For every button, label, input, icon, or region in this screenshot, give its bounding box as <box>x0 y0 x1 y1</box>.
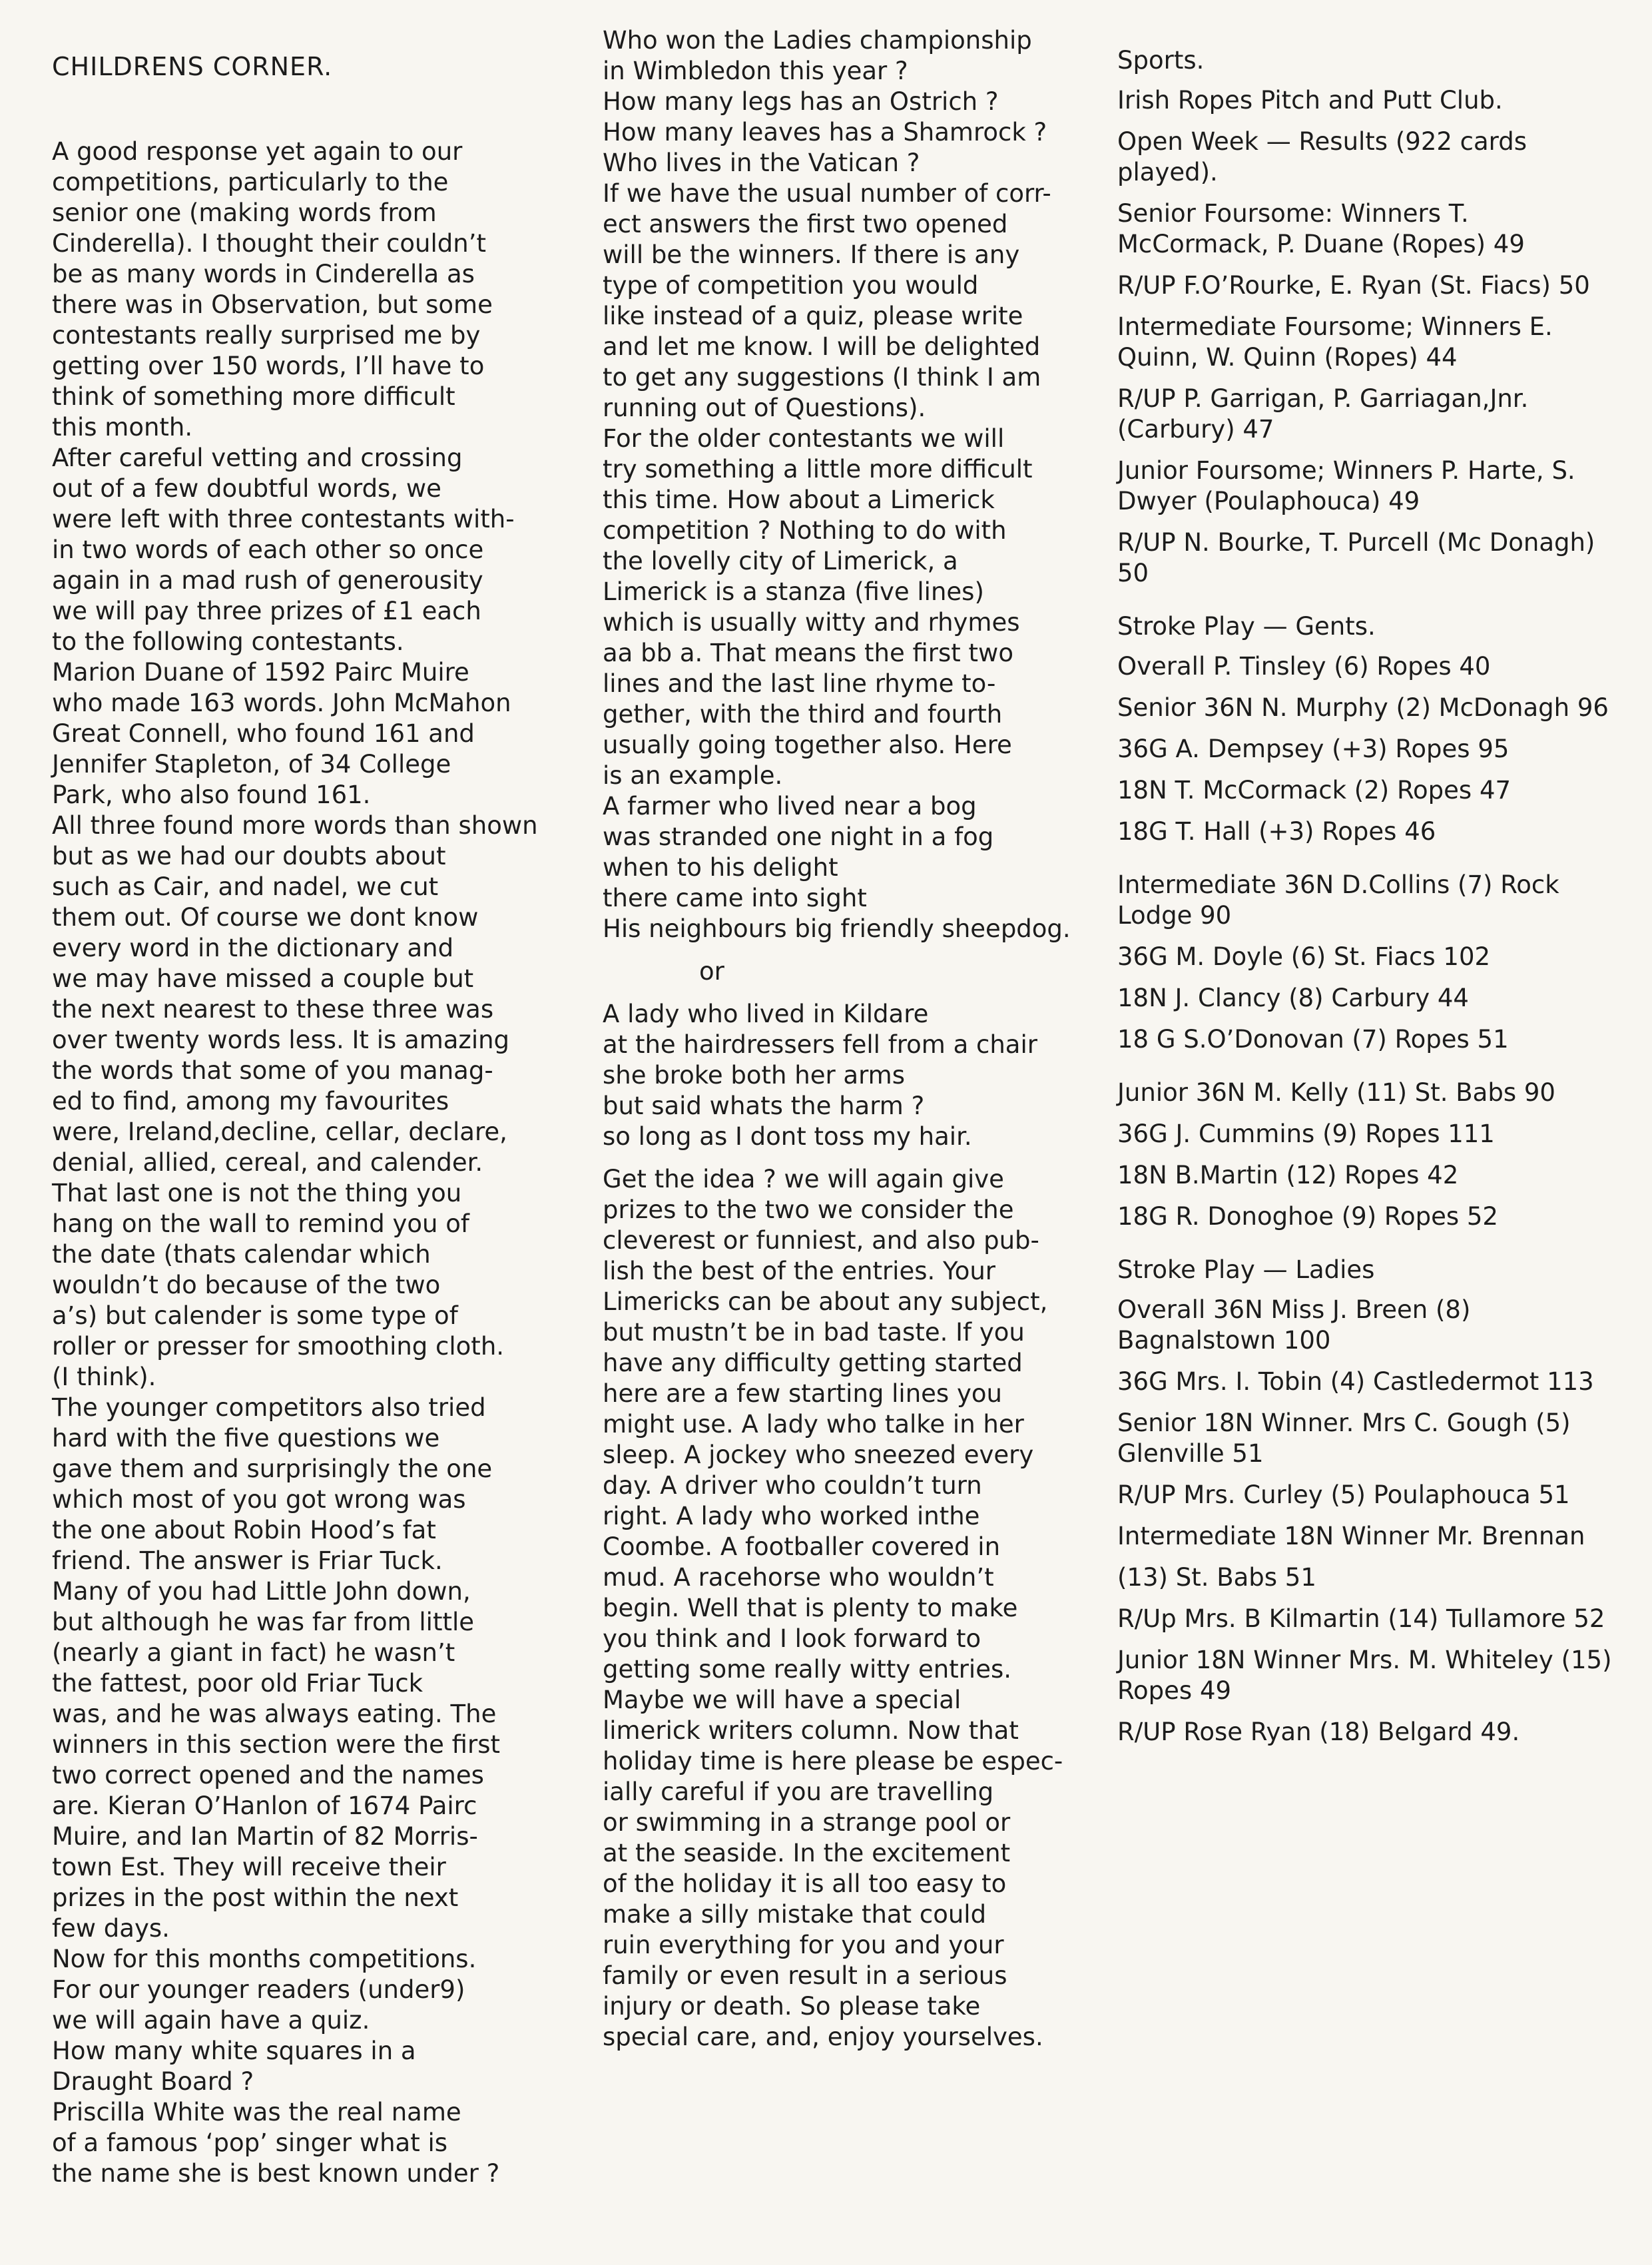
text-line: Maybe we will have a special <box>603 1686 962 1714</box>
text-line: ect answers the first two opened <box>603 210 1008 238</box>
text-line: here are a few starting lines you <box>603 1379 1002 1408</box>
text-line: might use. A lady who talke in her <box>603 1410 1024 1439</box>
text-line: lines and the last line rhyme to- <box>603 669 996 698</box>
text-line: friend. The answer is Friar Tuck. <box>52 1546 443 1575</box>
text-line: gether, with the third and fourth <box>603 700 1003 729</box>
text-line: you think and I look forward to <box>603 1624 981 1653</box>
ladies-heading: Stroke Play — Ladies <box>1117 1255 1375 1284</box>
text-line: town Est. They will receive their <box>52 1853 446 1881</box>
club-name: Irish Ropes Pitch and Putt Club. <box>1117 86 1503 115</box>
text-line: injury or death. So please take <box>603 1992 981 2021</box>
text-line: That last one is not the thing you <box>52 1179 462 1207</box>
text-line: try something a little more difficult <box>603 455 1033 484</box>
text-line: His neighbours big friendly sheepdog. <box>603 914 1071 943</box>
result-entry: 18 G S.O’Donovan (7) Ropes 51 <box>1117 1025 1509 1054</box>
text-line: this month. <box>52 413 193 442</box>
result-entry: Junior 18N Winner Mrs. M. Whiteley (15) Ropes 49 <box>1117 1646 1612 1705</box>
result-entry: 18N B.Martin (12) Ropes 42 <box>1117 1161 1459 1189</box>
text-line: competitions, particularly to the <box>52 168 449 196</box>
text-line: two correct opened and the names <box>52 1761 484 1789</box>
text-line: The younger competitors also tried <box>52 1393 486 1422</box>
text-line: ed to find, among my favourites <box>52 1087 449 1116</box>
result-entry: Senior 36N N. Murphy (2) McDonagh 96 <box>1117 693 1609 722</box>
text-line: hard with the five questions we <box>52 1424 440 1453</box>
text-line: prizes in the post within the next <box>52 1883 459 1912</box>
text-line: out of a few doubtful words, we <box>52 474 441 503</box>
text-line: think of something more difficult <box>52 382 455 411</box>
text-line: ruin everything for you and your <box>603 1931 1004 1959</box>
text-line: every word in the dictionary and <box>52 934 454 962</box>
text-line: How many leaves has a Shamrock ? <box>603 118 1047 147</box>
text-line: there came into sight <box>603 884 867 912</box>
text-line: the lovelly city of Limerick, a <box>603 547 958 575</box>
text-line: to get any suggestions (I think I am <box>603 363 1041 392</box>
result-entry: R/UP Mrs. Curley (5) Poulaphouca 51 <box>1117 1480 1570 1509</box>
text-line: such as Cair, and nadel, we cut <box>52 872 439 901</box>
text-line: Jennifer Stapleton, of 34 College <box>52 750 451 779</box>
text-line: A good response yet again to our <box>52 137 463 166</box>
text-line: we will pay three prizes of £1 each <box>52 597 481 625</box>
page-title: CHILDRENS CORNER. <box>52 52 333 81</box>
text-line: hang on the wall to remind you of <box>52 1209 469 1238</box>
text-line: like instead of a quiz, please write <box>603 302 1023 330</box>
text-line: again in a mad rush of generousity <box>52 566 483 595</box>
text-line: Priscilla White was the real name <box>52 2098 461 2126</box>
limerick-example-2 <box>603 999 1109 1152</box>
result-entry: Intermediate Foursome; Winners E. Quinn, W. Quinn (Ropes) 44 <box>1117 312 1553 372</box>
text-line: senior one (making words from <box>52 198 437 227</box>
text-line: How many white squares in a <box>52 2037 416 2065</box>
text-line: Muire, and Ian Martin of 82 Morris- <box>52 1822 478 1851</box>
poem-line: she broke both her arms <box>603 1061 905 1090</box>
text-line: day. A driver who couldn’t turn <box>603 1471 982 1500</box>
column-childrens-corner <box>52 137 605 2189</box>
text-line: we will again have a quiz. <box>52 2006 370 2035</box>
result-entry: Overall 36N Miss J. Breen (8) Bagnalstown 100 <box>1117 1295 1471 1355</box>
result-entry: 18G R. Donoghoe (9) Ropes 52 <box>1117 1202 1498 1231</box>
text-line: Great Connell, who found 161 and <box>52 719 475 748</box>
text-line: roller or presser for smoothing cloth. <box>52 1332 505 1361</box>
text-line: getting some really witty entries. <box>603 1655 1012 1684</box>
result-entry: Junior Foursome; Winners P. Harte, S. Dwyer (Poulaphouca) 49 <box>1117 456 1575 515</box>
text-line: but mustn’t be in bad taste. If you <box>603 1318 1025 1347</box>
text-line: the next nearest to these three was <box>52 995 494 1024</box>
sports-heading: Sports. <box>1117 46 1205 75</box>
text-line: was, and he was always eating. The <box>52 1700 497 1728</box>
text-line: Now for this months competitions. <box>52 1945 477 1973</box>
foursome-results <box>1117 198 1623 589</box>
column1-text <box>52 137 605 2189</box>
result-entry: R/UP Rose Ryan (18) Belgard 49. <box>1117 1718 1520 1746</box>
text-line: denial, allied, cereal, and calender. <box>52 1148 483 1177</box>
text-line: we may have missed a couple but <box>52 964 474 993</box>
text-line: right. A lady who worked inthe <box>603 1502 980 1530</box>
text-line: will be the winners. If there is any <box>603 240 1020 269</box>
text-line: lish the best of the entries. Your <box>603 1257 995 1285</box>
column2-rest-text <box>603 1164 1109 2053</box>
text-line: is an example. <box>603 761 783 790</box>
text-line: over twenty words less. It is amazing <box>52 1026 510 1054</box>
text-line: getting over 150 words, I’ll have to <box>52 352 485 380</box>
text-line: Cinderella). I thought their couldn’t <box>52 229 486 258</box>
text-line: Coombe. A footballer covered in <box>603 1532 1001 1561</box>
result-entry: Junior 36N M. Kelly (11) St. Babs 90 <box>1117 1078 1555 1107</box>
text-line: holiday time is here please be espec- <box>603 1747 1063 1776</box>
text-line: in two words of each other so once <box>52 535 484 564</box>
text-line: prizes to the two we consider the <box>603 1195 1014 1224</box>
result-entry: 18N J. Clancy (8) Carbury 44 <box>1117 984 1469 1012</box>
result-entry: Intermediate 18N Winner Mr. Brennan <box>1117 1522 1585 1550</box>
text-line: For the older contestants we will <box>603 424 1005 453</box>
text-line: in Wimbledon this year ? <box>603 57 908 85</box>
column-sports-results <box>1117 45 1623 1758</box>
text-line: the name she is best known under ? <box>52 2159 500 2188</box>
text-line: special care, and, enjoy yourselves. <box>603 2023 1043 2051</box>
text-line: at the seaside. In the excitement <box>603 1839 1011 1867</box>
text-line: mud. A racehorse who wouldn’t <box>603 1563 994 1592</box>
result-entry: 18N T. McCormack (2) Ropes 47 <box>1117 776 1512 805</box>
text-line: Many of you had Little John down, <box>52 1577 471 1606</box>
text-line: If we have the usual number of corr- <box>603 179 1051 208</box>
text-line: Limericks can be about any subject, <box>603 1287 1048 1316</box>
result-entry: 36G Mrs. I. Tobin (4) Castledermot 113 <box>1117 1367 1594 1396</box>
text-line: winners in this section were the first <box>52 1730 500 1759</box>
ladies-results <box>1117 1295 1623 1748</box>
text-line: of a famous ‘pop’ singer what is <box>52 2128 448 2157</box>
text-line: cleverest or funniest, and also pub- <box>603 1226 1039 1255</box>
text-line: ially careful if you are travelling <box>603 1778 994 1806</box>
text-line: which is usually witty and rhymes <box>603 608 1020 637</box>
result-entry: 36G J. Cummins (9) Ropes 111 <box>1117 1120 1495 1148</box>
text-line: competition ? Nothing to do with <box>603 516 1007 545</box>
text-line: running out of Questions). <box>603 394 926 422</box>
text-line: there was in Observation, but some <box>52 290 493 319</box>
text-line: this time. How about a Limerick <box>603 485 995 514</box>
text-line: be as many words in Cinderella as <box>52 260 475 288</box>
result-entry: Senior Foursome: Winners T. McCormack, P. Duane (Ropes) 49 <box>1117 199 1525 258</box>
result-entry: Intermediate 36N D.Collins (7) Rock Lodge 90 <box>1117 870 1559 930</box>
text-line: and let me know. I will be delighted <box>603 332 1041 361</box>
text-line: are. Kieran O’Hanlon of 1674 Pairc <box>52 1791 477 1820</box>
text-line: were, Ireland,decline, cellar, declare, <box>52 1118 507 1146</box>
text-line: Get the idea ? we will again give <box>603 1165 1004 1193</box>
poem-line: so long as I dont toss my hair. <box>603 1122 972 1151</box>
column2-text <box>603 25 1109 944</box>
text-line: them out. Of course we dont know <box>52 903 479 932</box>
text-line: Marion Duane of 1592 Pairc Muire <box>52 658 469 687</box>
text-line: All three found more words than shown <box>52 811 538 840</box>
result-entry: R/UP F.O’Rourke, E. Ryan (St. Fiacs) 50 <box>1117 271 1590 300</box>
or-separator: or <box>699 957 724 986</box>
text-line: was stranded one night in a fog <box>603 822 994 851</box>
gents-heading: Stroke Play — Gents. <box>1117 612 1376 641</box>
text-line: gave them and surprisingly the one <box>52 1455 493 1483</box>
text-line: were left with three contestants with- <box>52 505 515 533</box>
text-line: usually going together also. Here <box>603 731 1012 759</box>
result-entry: R/UP P. Garrigan, P. Garriagan,Jnr. (Carbury) 47 <box>1117 384 1529 444</box>
text-line: (nearly a giant in fact) he wasn’t <box>52 1638 455 1667</box>
text-line: For our younger readers (under9) <box>52 1975 465 2004</box>
text-line: have any difficulty getting started <box>603 1349 1023 1377</box>
text-line: but as we had our doubts about <box>52 842 446 870</box>
text-line: the one about Robin Hood’s fat <box>52 1516 436 1544</box>
gents-overall-senior-results <box>1117 651 1623 847</box>
text-line: a’s) but calender is some type of <box>52 1301 458 1330</box>
text-line: when to his delight <box>603 853 838 882</box>
text-line: who made 163 words. John McMahon <box>52 689 511 717</box>
text-line: begin. Well that is plenty to make <box>603 1594 1018 1622</box>
text-line: few days. <box>52 1914 170 1943</box>
text-line: contestants really surprised me by <box>52 321 481 350</box>
text-line: type of competition you would <box>603 271 979 300</box>
poem-line: at the hairdressers fell from a chair <box>603 1030 1037 1059</box>
text-line: of the holiday it is all too easy to <box>603 1869 1007 1898</box>
result-entry: R/UP N. Bourke, T. Purcell (Mc Donagh) 50 <box>1117 528 1595 587</box>
text-line: Draught Board ? <box>52 2067 254 2096</box>
text-line: Who won the Ladies championship <box>603 26 1032 55</box>
open-week-results: Open Week — Results (922 cards played). <box>1117 127 1527 186</box>
text-line: family or even result in a serious <box>603 1961 1007 1990</box>
text-line: the fattest, poor old Friar Tuck <box>52 1669 423 1698</box>
column-quiz-limericks <box>603 25 1109 2053</box>
text-line: A farmer who lived near a bog <box>603 792 977 820</box>
result-entry: Senior 18N Winner. Mrs C. Gough (5) Glenville 51 <box>1117 1409 1571 1468</box>
text-line: the date (thats calendar which <box>52 1240 431 1269</box>
text-line: aa bb a. That means the first two <box>603 639 1013 667</box>
text-line: limerick writers column. Now that <box>603 1716 1019 1745</box>
text-line: make a silly mistake that could <box>603 1900 987 1929</box>
text-line: or swimming in a strange pool or <box>603 1808 1011 1837</box>
gents-intermediate-results <box>1117 870 1623 1055</box>
result-entry: 36G A. Dempsey (+3) Ropes 95 <box>1117 735 1510 763</box>
text-line: Limerick is a stanza (five lines) <box>603 577 984 606</box>
text-line: the words that some of you manag- <box>52 1056 493 1085</box>
text-line: Park, who also found 161. <box>52 781 371 809</box>
poem-line: but said whats the harm ? <box>603 1092 925 1120</box>
result-entry: R/Up Mrs. B Kilmartin (14) Tullamore 52 <box>1117 1604 1605 1633</box>
text-line: How many legs has an Ostrich ? <box>603 87 999 116</box>
text-line: Who lives in the Vatican ? <box>603 149 920 177</box>
text-line: but although he was far from little <box>52 1608 475 1636</box>
text-line: which most of you got wrong was <box>52 1485 466 1514</box>
poem-line: A lady who lived in Kildare <box>603 1000 929 1028</box>
result-entry: 18G T. Hall (+3) Ropes 46 <box>1117 817 1436 846</box>
result-entry: Overall P. Tinsley (6) Ropes 40 <box>1117 652 1491 681</box>
result-entry: 36G M. Doyle (6) St. Fiacs 102 <box>1117 942 1491 971</box>
text-line: After careful vetting and crossing <box>52 444 463 472</box>
text-line: (I think). <box>52 1363 156 1391</box>
text-line: sleep. A jockey who sneezed every <box>603 1441 1034 1469</box>
gents-junior-results <box>1117 1078 1623 1232</box>
text-line: wouldn’t do because of the two <box>52 1271 441 1299</box>
result-entry: (13) St. Babs 51 <box>1117 1563 1316 1592</box>
text-line: to the following contestants. <box>52 627 404 656</box>
